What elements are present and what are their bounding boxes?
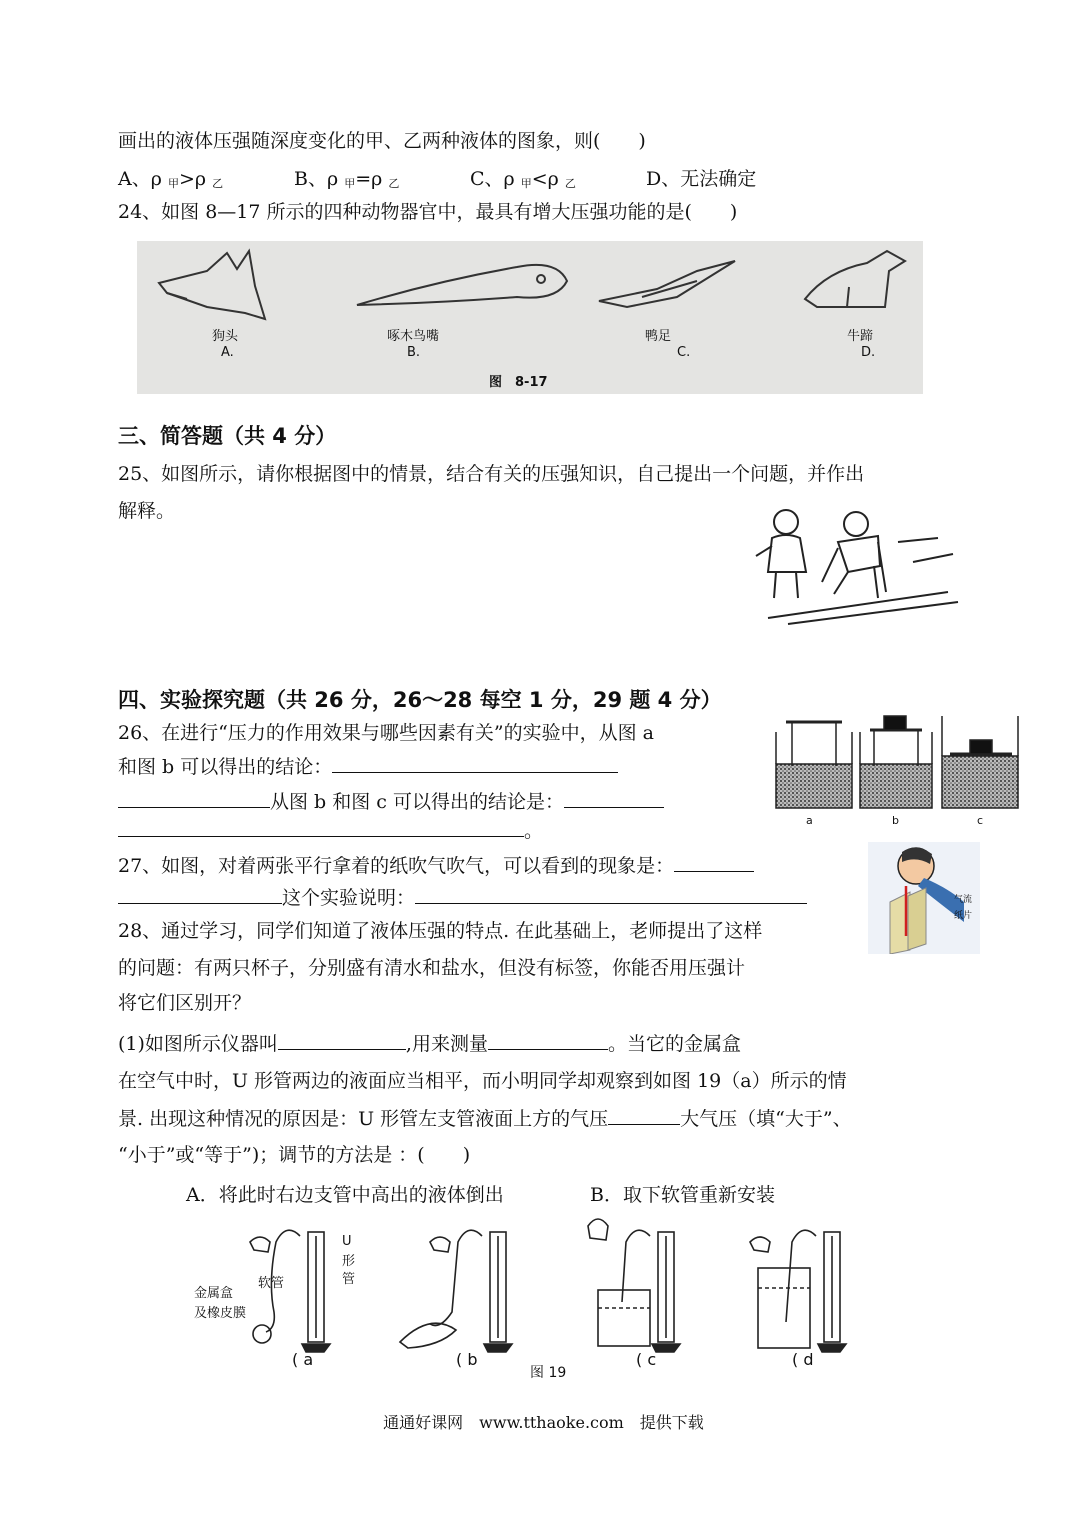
q23-option-c: C、ρ $_甲$<ρ $_乙$ [470, 168, 576, 190]
q27-line-2: 这个实验说明： [118, 885, 807, 911]
fig-letter-b: B. [407, 345, 421, 360]
fig-label-airflow: 气流 [954, 895, 973, 905]
q26-blank-3[interactable] [564, 789, 664, 808]
fig-caption: 图 8-17 [489, 375, 548, 390]
q27-line-1: 27、如图，对着两张平行拿着的纸吹气吹气，可以看到的现象是： [118, 853, 754, 879]
fig-label-a: a [806, 814, 813, 827]
fig19-part-a: ( a [292, 1350, 314, 1369]
q26-blank-1[interactable] [332, 754, 618, 773]
q23-options [118, 166, 756, 197]
q25-line-1: 25、如图所示，请你根据图中的情景，结合有关的压强知识，自己提出一个问题，并作出 [118, 463, 865, 485]
q28-blank-measure[interactable] [488, 1031, 608, 1050]
q28-line-2: 的问题：有两只杯子，分别盛有清水和盐水，但没有标签，你能否用压强计 [118, 957, 746, 979]
fig-label-dog: 狗头 [212, 329, 239, 344]
q28-options [186, 1182, 775, 1208]
q23-option-a: A、ρ $_甲$>ρ $_乙$ [118, 168, 224, 190]
fig19-label-hose: 软管 [258, 1276, 285, 1291]
q28-part-1: (1)如图所示仪器叫 ,用来测量 。当它的金属盒 [118, 1033, 741, 1055]
fig-label-c: c [977, 814, 984, 827]
q28-line-3: 将它们区别开？ [118, 992, 252, 1014]
fig19-label-metal-box: 金属盒 [194, 1286, 234, 1301]
blowing-paper-figure [868, 842, 980, 954]
q26-line-2: 和图 b 可以得出的结论： [118, 754, 618, 780]
fig19-label-u: U [342, 1234, 352, 1249]
section-4-title: 四、实验探究题（共 26 分，26～28 每空 1 分，29 题 4 分） [118, 688, 722, 712]
q27-blank-3[interactable] [415, 885, 807, 904]
q28-part-3: 景. 出现这种情况的原因是：U 形管左支管液面上方的气压 大气压（填“大于”、 [118, 1108, 852, 1130]
fig-label-woodpecker: 啄木鸟嘴 [387, 329, 440, 344]
q23-option-b: B、ρ $_甲$=ρ $_乙$ [294, 168, 400, 190]
section-3-title: 三、简答题（共 4 分） [118, 424, 337, 448]
q23-line: 画出的液体压强随深度变化的甲、乙两种液体的图象，则( ) [118, 130, 646, 152]
q26-line-1: 26、在进行“压力的作用效果与哪些因素有关”的实验中，从图 a [118, 722, 654, 744]
fig19-part-c: ( c [636, 1350, 657, 1369]
fig19-label-tube: 管 [342, 1272, 356, 1287]
q28-blank-pressure[interactable] [608, 1106, 680, 1125]
fig-label-b: b [892, 814, 899, 827]
q28-option-a: A．将此时右边支管中高出的液体倒出 [186, 1184, 504, 1206]
fig19-part-b: ( b [456, 1350, 478, 1369]
q27-blank-1[interactable] [674, 853, 754, 872]
q25-line-2: 解释。 [118, 500, 176, 522]
pressure-experiment-figure [772, 712, 1022, 830]
skier-drawing [748, 502, 970, 632]
q26-blank-2[interactable] [118, 789, 270, 808]
figure-8-17 [137, 241, 923, 394]
q28-blank-instrument[interactable] [278, 1031, 406, 1050]
fig-label-paper: 纸片 [954, 911, 973, 921]
fig19-part-d: ( d [792, 1350, 814, 1369]
fig19-label-shape: 形 [342, 1254, 356, 1269]
fig19-label-membrane: 及橡皮膜 [194, 1306, 247, 1321]
q27-blank-2[interactable] [118, 885, 282, 904]
fig19-caption: 图 19 [530, 1365, 567, 1381]
fig-letter-d: D. [861, 345, 876, 360]
q26-blank-4[interactable] [118, 818, 524, 837]
q26-line-3: 从图 b 和图 c 可以得出的结论是： [118, 789, 664, 815]
q24-line: 24、如图 8—17 所示的四种动物器官中，最具有增大压强功能的是( ) [118, 201, 738, 223]
q28-part-2: 在空气中时，U 形管两边的液面应当相平，而小明同学却观察到如图 19（a）所示的情 [118, 1070, 847, 1092]
q28-line-1: 28、通过学习，同学们知道了液体压强的特点. 在此基础上，老师提出了这样 [118, 920, 763, 942]
sponge-drawing [772, 712, 1022, 830]
q28-option-b: B．取下软管重新安装 [590, 1184, 775, 1206]
fig-letter-a: A. [221, 345, 234, 360]
figure-19 [190, 1212, 870, 1382]
fig-label-duck: 鸭足 [645, 329, 672, 344]
fig-letter-c: C. [677, 345, 691, 360]
q26-line-4: 。 [118, 818, 543, 844]
q28-part-4: “小于”或“等于”)；调节的方法是 ：( ) [118, 1144, 471, 1166]
fig-label-cow: 牛蹄 [847, 329, 874, 344]
footer-credit: 通通好课网 www.tthaoke.com 提供下载 [383, 1413, 704, 1432]
skier-figure [748, 502, 970, 632]
q23-option-d: D、无法确定 [646, 168, 757, 190]
